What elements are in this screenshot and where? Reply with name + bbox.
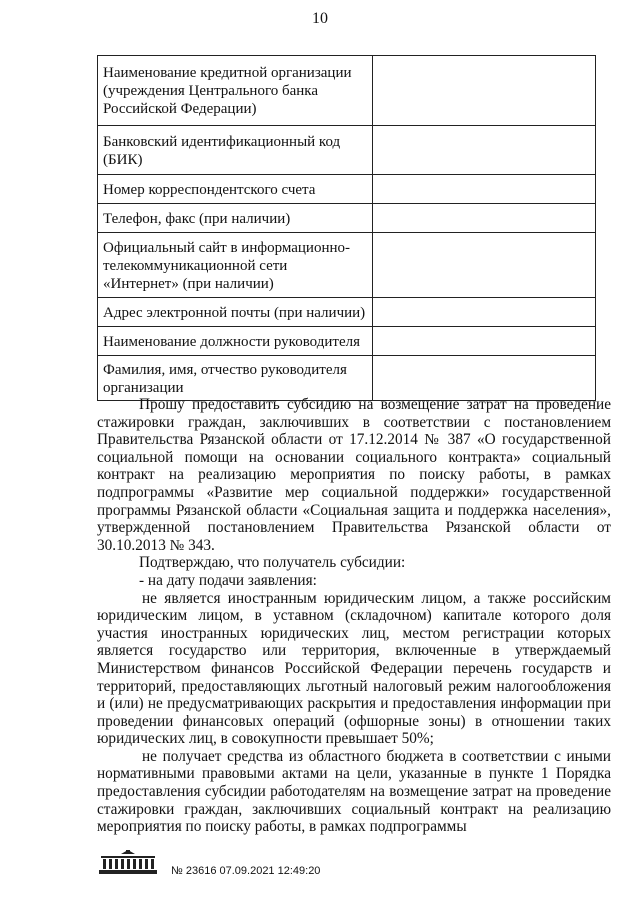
table-row [98, 126, 596, 175]
row-label: Наименование должности руководителя [98, 327, 373, 356]
table-row [98, 56, 596, 126]
row-label: Номер корреспондентского счета [98, 175, 373, 204]
requisites-table [97, 55, 596, 401]
table-row [98, 356, 596, 401]
row-value [372, 298, 595, 327]
table-row [98, 204, 596, 233]
row-label: Наименование кредитной организации (учреждения Центрального банка Российской Федерации) [98, 56, 373, 126]
row-label: Фамилия, имя, отчество руководителя организации [98, 356, 373, 401]
row-value [372, 56, 595, 126]
request-paragraph: Прошу предоставить субсидию на возмещение затрат на проведение стажировки граждан, заключивших в соответствии с постановлением Правительства Рязанской области от 17.12.2014 № 387 «О государственной социальной помощи на основании социального контракта» социальный контракт на реализацию мероприятия по поиску работы, в рамках подпрограммы «Развитие мер социальной поддержки» государственной программы Рязанской области «Социальная защита и поддержка населения», утвержденной постановлением Правительства Рязанской области от 30.10.2013 № 343. [97, 396, 611, 554]
document-registration-stamp: № 23616 07.09.2021 12:49:20 [171, 865, 321, 877]
application-body [97, 396, 611, 836]
submission-date-item: - на дату подачи заявления: [139, 571, 317, 589]
budget-funds-condition: не получает средства из областного бюджета в соответствии с иными нормативными правовыми актами на цели, указанные в пункте 1 Порядка предоставления субсидии работодателям на возмещение затрат на проведение стажировки граждан, заключивших социальный контракт на реализацию мероприятия по поиску работы, в рамках подпрограммы [97, 747, 611, 836]
table-row [98, 327, 596, 356]
row-value [372, 327, 595, 356]
row-label: Банковский идентификационный код (БИК) [98, 126, 373, 175]
table-row [98, 175, 596, 204]
government-building-logo-icon [97, 848, 159, 876]
row-value [372, 126, 595, 175]
page-number: 10 [312, 10, 328, 27]
confirmation-intro: Подтверждаю, что получатель субсидии: [139, 554, 406, 572]
table-row [98, 233, 596, 298]
row-value [372, 204, 595, 233]
row-value [372, 175, 595, 204]
document-footer [97, 848, 397, 884]
table-row [98, 298, 596, 327]
foreign-entity-condition: не является иностранным юридическим лицом, а также российским юридическим лицом, в уставном (складочном) капитале которого доля участия иностранных юридических лиц, местом регистрации которых является государство или территория, включенные в утверждаемый Министерством финансов Российской Федерации перечень государств и территорий, предоставляющих льготный налоговый режим налогообложения и (или) не предусматривающих раскрытия и предоставления информации при проведении финансовых операций (офшорные зоны) в отношении таких юридических лиц, в совокупности превышает 50%; [97, 589, 611, 748]
row-value [372, 233, 595, 298]
row-label: Официальный сайт в информационно-телекоммуникационной сети «Интернет» (при наличии) [98, 233, 373, 298]
row-label: Телефон, факс (при наличии) [98, 204, 373, 233]
row-value [372, 356, 595, 401]
row-label: Адрес электронной почты (при наличии) [98, 298, 373, 327]
